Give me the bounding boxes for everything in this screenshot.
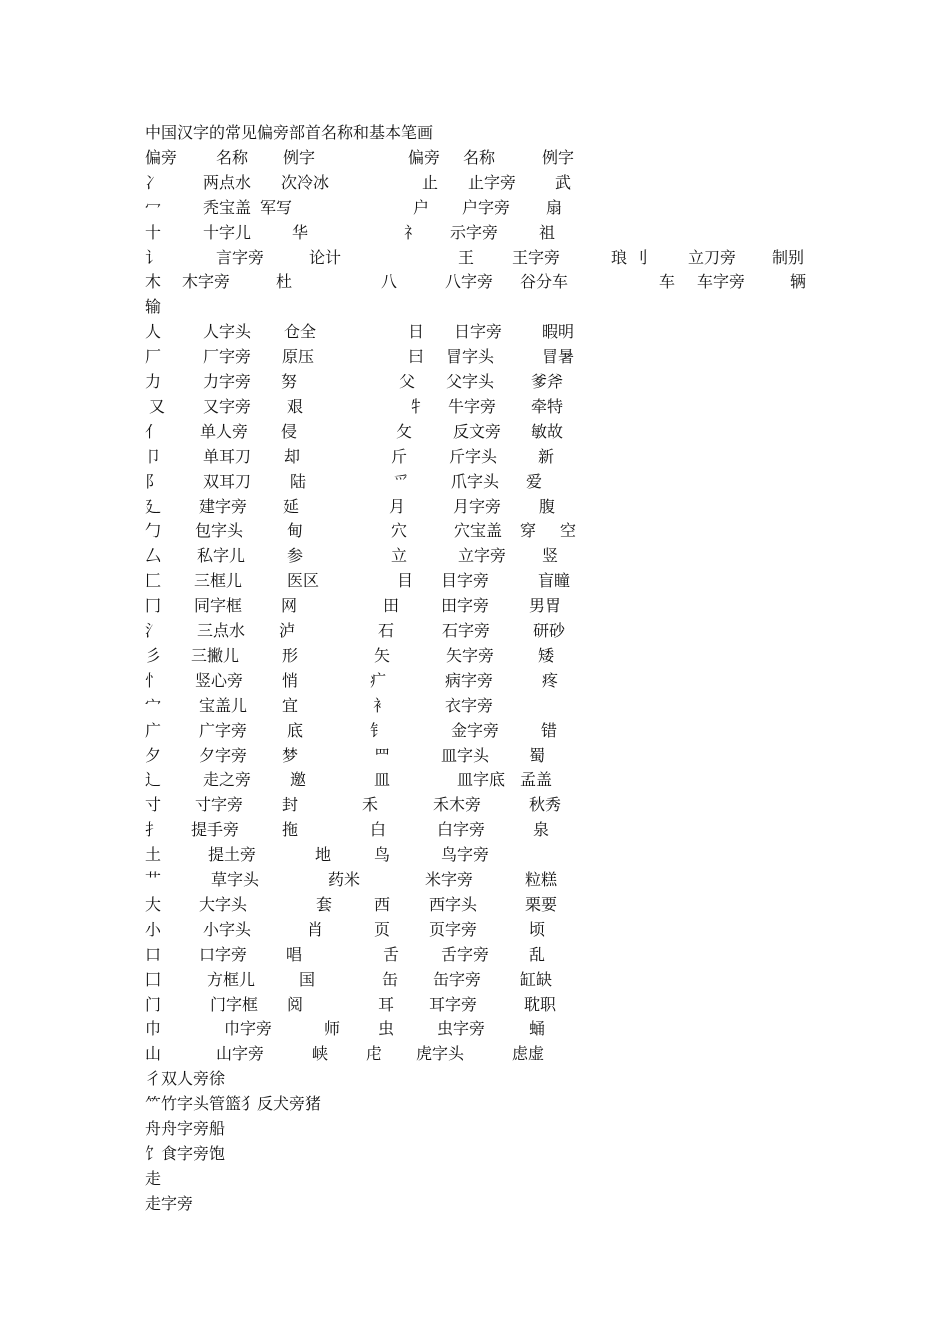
text-line bbox=[0, 696, 950, 721]
text-line bbox=[0, 223, 950, 248]
text-line bbox=[0, 895, 950, 920]
text-cell: 建字旁 bbox=[199, 496, 248, 516]
text-cell: 肖 bbox=[307, 919, 324, 939]
text-cell: 制别 bbox=[772, 247, 805, 267]
text-cell: 空 bbox=[560, 521, 577, 541]
text-cell: 次冷冰 bbox=[281, 172, 330, 192]
text-cell: 户 bbox=[413, 197, 430, 217]
text-cell: 小 bbox=[145, 919, 162, 939]
text-cell: 夕字旁 bbox=[199, 745, 248, 765]
text-cell: 琅 刂 bbox=[611, 247, 649, 267]
text-cell: 门字框 bbox=[210, 994, 259, 1014]
text-cell: 口 bbox=[145, 944, 162, 964]
text-cell: 亻 bbox=[145, 421, 162, 441]
text-cell: 鸟字旁 bbox=[441, 845, 490, 865]
text-line bbox=[0, 621, 950, 646]
text-cell: 偏旁 bbox=[408, 147, 441, 167]
text-line bbox=[0, 1094, 950, 1119]
text-cell: 参 bbox=[287, 546, 304, 566]
text-cell: 巾 bbox=[145, 1019, 162, 1039]
text-cell: 偏旁 bbox=[145, 147, 178, 167]
text-cell: 底 bbox=[287, 720, 304, 740]
text-line bbox=[0, 1069, 950, 1094]
text-cell: 目字旁 bbox=[441, 571, 490, 591]
text-line bbox=[0, 1119, 950, 1144]
text-cell: 言字旁 bbox=[216, 247, 265, 267]
text-line bbox=[0, 447, 950, 472]
text-cell: ⺮竹字头管篮犭反犬旁猪 bbox=[145, 1094, 322, 1114]
text-cell: 耳 bbox=[378, 994, 395, 1014]
text-cell: 石 bbox=[378, 621, 395, 640]
text-cell: 寸字旁 bbox=[195, 795, 244, 815]
text-line bbox=[0, 820, 950, 845]
text-cell: 套 bbox=[316, 894, 333, 914]
text-cell: 立刀旁 bbox=[688, 247, 737, 267]
text-cell: 错 bbox=[541, 720, 558, 740]
text-cell: 矮 bbox=[538, 645, 555, 665]
text-cell: 户字旁 bbox=[462, 197, 511, 217]
text-cell: 泉 bbox=[533, 820, 550, 840]
text-cell: 人 bbox=[145, 322, 162, 342]
text-cell: 又 bbox=[149, 396, 166, 416]
text-cell: 阝 bbox=[145, 471, 162, 491]
text-cell: 竖心旁 bbox=[195, 670, 244, 690]
text-cell: 页 bbox=[374, 919, 391, 939]
text-cell: 讠 bbox=[145, 247, 162, 267]
text-cell: 厂字旁 bbox=[203, 347, 252, 367]
text-cell: 艹 bbox=[145, 870, 162, 889]
text-cell: 耳字旁 bbox=[429, 994, 478, 1014]
text-line bbox=[0, 248, 950, 273]
text-cell: 月 bbox=[389, 496, 406, 516]
text-cell: 例字 bbox=[283, 147, 316, 167]
text-cell: 方框儿 bbox=[207, 969, 256, 989]
text-cell: 医区 bbox=[287, 571, 320, 591]
text-line bbox=[0, 995, 950, 1020]
text-line bbox=[0, 845, 950, 870]
text-cell: 饣食字旁饱 bbox=[145, 1143, 226, 1163]
text-cell: 曰 bbox=[408, 347, 425, 367]
text-cell: 竖 bbox=[542, 546, 559, 566]
text-cell: 泸 bbox=[279, 621, 296, 640]
text-cell: 艰 bbox=[287, 396, 304, 416]
text-line bbox=[0, 746, 950, 771]
text-cell: 阅 bbox=[287, 994, 304, 1014]
text-cell: 男胃 bbox=[529, 596, 562, 616]
text-cell: 虎字头 bbox=[416, 1044, 465, 1064]
text-cell: 努 bbox=[281, 372, 298, 391]
text-line bbox=[0, 297, 950, 322]
text-cell: 走 bbox=[145, 1168, 162, 1188]
text-cell: 门 bbox=[145, 994, 162, 1014]
text-cell: 口字旁 bbox=[199, 944, 248, 964]
text-line bbox=[0, 1194, 950, 1219]
text-cell: 悄 bbox=[282, 670, 299, 690]
text-line bbox=[0, 596, 950, 621]
text-cell: 山字旁 bbox=[216, 1044, 265, 1064]
text-cell: 名称 bbox=[463, 147, 496, 167]
text-cell: 矢 bbox=[374, 645, 391, 665]
text-cell: 辆 bbox=[790, 272, 807, 292]
text-cell: 走之旁 bbox=[203, 770, 252, 790]
text-cell: 礻 bbox=[404, 222, 421, 242]
text-cell: 同字框 bbox=[194, 596, 243, 616]
text-cell: 原压 bbox=[282, 347, 315, 367]
text-cell: 父 bbox=[399, 372, 416, 391]
text-line bbox=[0, 148, 950, 173]
text-cell: 十 bbox=[145, 222, 162, 242]
text-cell: 止字旁 bbox=[468, 172, 517, 192]
text-cell: 大字头 bbox=[199, 894, 248, 914]
text-cell: 牵特 bbox=[531, 396, 564, 416]
text-cell: 梦 bbox=[282, 745, 299, 765]
text-cell: 舌 bbox=[383, 944, 400, 964]
text-cell: 国 bbox=[299, 969, 316, 989]
text-line bbox=[0, 372, 950, 397]
text-line bbox=[0, 322, 950, 347]
text-cell: 扇 bbox=[546, 197, 563, 217]
text-cell: 牛字旁 bbox=[448, 396, 497, 416]
text-cell: 西 bbox=[374, 894, 391, 914]
text-cell: 唱 bbox=[286, 944, 303, 964]
text-line bbox=[0, 1019, 950, 1044]
text-cell: 单耳刀 bbox=[203, 446, 252, 466]
text-cell: 冖 bbox=[145, 197, 162, 217]
text-cell: 穴 bbox=[391, 521, 408, 541]
text-cell: 衤 bbox=[373, 695, 390, 715]
text-cell: 王字旁 bbox=[512, 247, 561, 267]
text-cell: 名称 bbox=[216, 147, 249, 167]
text-cell: 缶 bbox=[382, 969, 399, 989]
text-cell: 冂 bbox=[145, 596, 162, 616]
text-cell: 地 bbox=[315, 845, 332, 865]
text-cell: 三点水 bbox=[197, 621, 246, 640]
text-cell: 米字旁 bbox=[425, 870, 474, 889]
text-cell: 却 bbox=[284, 446, 301, 466]
text-cell: 秋秀 bbox=[529, 795, 562, 815]
text-cell: 又字旁 bbox=[203, 396, 252, 416]
text-cell: 立字旁 bbox=[458, 546, 507, 566]
text-cell: 军写 bbox=[260, 197, 293, 217]
text-cell: 走字旁 bbox=[145, 1193, 194, 1213]
text-cell: 皿字底 bbox=[457, 770, 506, 790]
text-cell: 药米 bbox=[328, 870, 361, 889]
text-cell: 矢字旁 bbox=[446, 645, 495, 665]
text-cell: 耽职 bbox=[524, 994, 557, 1014]
text-cell: 广 bbox=[145, 720, 162, 740]
text-cell: 木字旁 bbox=[182, 272, 231, 292]
text-cell: 栗要 bbox=[525, 894, 558, 914]
text-cell: 提土旁 bbox=[208, 845, 257, 865]
text-cell: 冒暑 bbox=[542, 347, 575, 367]
text-cell: 秃宝盖 bbox=[203, 197, 252, 217]
text-cell: 力 bbox=[145, 372, 162, 391]
text-line bbox=[0, 920, 950, 945]
text-cell: 示字旁 bbox=[450, 222, 499, 242]
text-cell: 广字旁 bbox=[199, 720, 248, 740]
text-line bbox=[0, 945, 950, 970]
text-line bbox=[0, 770, 950, 795]
text-line bbox=[0, 497, 950, 522]
text-cell: 彡 bbox=[145, 645, 162, 665]
text-line bbox=[0, 472, 950, 497]
text-line bbox=[0, 870, 950, 895]
text-cell: 提手旁 bbox=[191, 820, 240, 840]
text-cell: 侵 bbox=[281, 421, 298, 441]
text-cell: 邀 bbox=[290, 770, 307, 790]
text-cell: 暇明 bbox=[542, 322, 575, 342]
text-cell: 陆 bbox=[290, 471, 307, 491]
text-cell: 蛹 bbox=[529, 1019, 546, 1039]
text-cell: 钅 bbox=[370, 720, 387, 740]
text-cell: 缸缺 bbox=[520, 969, 553, 989]
text-cell: 敏故 bbox=[531, 421, 564, 441]
text-cell: 病字旁 bbox=[445, 670, 494, 690]
text-cell: 厶 bbox=[145, 546, 162, 566]
text-cell: 爱 bbox=[526, 471, 543, 491]
text-cell: 皿 bbox=[374, 770, 391, 790]
text-cell: 小字头 bbox=[203, 919, 252, 939]
text-cell: 谷分车 bbox=[520, 272, 569, 292]
text-cell: 力字旁 bbox=[203, 372, 252, 391]
text-line bbox=[0, 795, 950, 820]
text-cell: 师 bbox=[324, 1019, 341, 1039]
text-cell: 三撇儿 bbox=[191, 645, 240, 665]
text-line bbox=[0, 671, 950, 696]
text-line bbox=[0, 272, 950, 297]
text-cell: 车字旁 bbox=[697, 272, 746, 292]
text-line bbox=[0, 646, 950, 671]
text-cell: 宀 bbox=[145, 695, 162, 715]
text-cell: 穿 bbox=[520, 521, 537, 541]
text-line bbox=[0, 173, 950, 198]
text-cell: 形 bbox=[282, 645, 299, 665]
text-line bbox=[0, 970, 950, 995]
text-cell: 缶字旁 bbox=[433, 969, 482, 989]
text-cell: 爹斧 bbox=[531, 372, 564, 391]
text-cell: 田 bbox=[383, 596, 400, 616]
text-line bbox=[0, 571, 950, 596]
text-cell: 论计 bbox=[309, 247, 342, 267]
text-cell: 日 bbox=[408, 322, 425, 342]
text-cell: 双耳刀 bbox=[203, 471, 252, 491]
text-cell: 山 bbox=[145, 1044, 162, 1064]
text-cell: 匚 bbox=[145, 571, 162, 591]
text-cell: 父字头 bbox=[446, 372, 495, 391]
text-cell: 辶 bbox=[145, 770, 162, 790]
text-cell: 宝盖儿 bbox=[199, 695, 248, 715]
text-cell: 舟舟字旁船 bbox=[145, 1119, 226, 1138]
text-cell: 木 bbox=[145, 272, 162, 292]
text-cell: 新 bbox=[538, 446, 555, 466]
text-cell: 舌字旁 bbox=[441, 944, 490, 964]
text-line bbox=[0, 1144, 950, 1169]
text-cell: 包字头 bbox=[195, 521, 244, 541]
text-cell: 页字旁 bbox=[429, 919, 478, 939]
text-cell: 粒糕 bbox=[525, 870, 558, 889]
text-cell: 仓全 bbox=[284, 322, 317, 342]
text-line bbox=[0, 347, 950, 372]
text-cell: 孟盖 bbox=[520, 770, 553, 790]
text-cell: 网 bbox=[281, 596, 298, 616]
text-cell: 乱 bbox=[529, 944, 546, 964]
text-cell: 牜 bbox=[408, 396, 425, 416]
text-cell: 田字旁 bbox=[441, 596, 490, 616]
text-cell: 禾 bbox=[362, 795, 379, 815]
text-line bbox=[0, 422, 950, 447]
text-cell: 罒 bbox=[374, 745, 391, 765]
text-cell: 冫 bbox=[145, 172, 162, 192]
text-cell: 蜀 bbox=[529, 745, 546, 765]
text-line bbox=[0, 1044, 950, 1069]
text-cell: 扌 bbox=[145, 820, 162, 840]
text-cell: 八 bbox=[381, 272, 398, 292]
text-cell: 杜 bbox=[276, 272, 293, 292]
text-cell: 人字头 bbox=[203, 322, 252, 342]
text-cell: 顷 bbox=[529, 919, 546, 939]
text-cell: 爪字头 bbox=[451, 471, 500, 491]
text-cell: 单人旁 bbox=[200, 421, 249, 441]
text-cell: 疼 bbox=[542, 670, 559, 690]
text-cell: 中国汉字的常见偏旁部首名称和基本笔画 bbox=[145, 123, 434, 142]
text-cell: 巾字旁 bbox=[224, 1019, 273, 1039]
text-cell: 西字头 bbox=[429, 894, 478, 914]
text-cell: 白 bbox=[370, 820, 387, 840]
text-cell: 峡 bbox=[312, 1044, 329, 1064]
text-cell: 宜 bbox=[282, 695, 299, 715]
text-cell: 虫字旁 bbox=[437, 1019, 486, 1039]
text-cell: 穴宝盖 bbox=[454, 521, 503, 541]
text-line bbox=[0, 521, 950, 546]
text-cell: 目 bbox=[397, 571, 414, 591]
text-cell: 大 bbox=[145, 894, 162, 914]
text-line bbox=[0, 546, 950, 571]
text-cell: 车 bbox=[659, 272, 676, 292]
text-cell: 祖 bbox=[539, 222, 556, 242]
text-cell: 盲瞳 bbox=[538, 571, 571, 591]
text-cell: 月字旁 bbox=[453, 496, 502, 516]
text-cell: 寸 bbox=[145, 795, 162, 815]
text-cell: 囗 bbox=[145, 969, 162, 989]
text-cell: 爫 bbox=[393, 471, 410, 491]
text-cell: 虫 bbox=[378, 1019, 395, 1039]
text-cell: 私字儿 bbox=[197, 546, 246, 566]
text-cell: 王 bbox=[458, 247, 475, 267]
text-cell: 十字儿 bbox=[203, 222, 252, 242]
text-cell: 例字 bbox=[542, 147, 575, 167]
text-line bbox=[0, 721, 950, 746]
text-cell: 延 bbox=[283, 496, 300, 516]
text-cell: 鸟 bbox=[374, 845, 391, 865]
text-cell: 斤字头 bbox=[449, 446, 498, 466]
text-cell: 衣字旁 bbox=[445, 695, 494, 715]
text-cell: 日字旁 bbox=[454, 322, 503, 342]
text-cell: 三框儿 bbox=[194, 571, 243, 591]
text-cell: 卩 bbox=[145, 446, 162, 466]
text-line bbox=[0, 198, 950, 223]
text-cell: 输 bbox=[145, 297, 162, 317]
text-cell: 廴 bbox=[145, 496, 162, 516]
text-cell: 疒 bbox=[370, 670, 387, 690]
text-cell: 忄 bbox=[145, 670, 162, 690]
text-cell: 草字头 bbox=[211, 870, 260, 889]
text-cell: 禾木旁 bbox=[433, 795, 482, 815]
text-cell: 拖 bbox=[282, 820, 299, 840]
text-cell: 攵 bbox=[396, 421, 413, 441]
text-cell: 虍 bbox=[366, 1044, 383, 1064]
text-cell: 斤 bbox=[391, 446, 408, 466]
text-cell: 冒字头 bbox=[446, 347, 495, 367]
text-cell: 腹 bbox=[539, 496, 556, 516]
text-cell: 皿字头 bbox=[441, 745, 490, 765]
text-cell: 反文旁 bbox=[453, 421, 502, 441]
text-cell: 土 bbox=[145, 845, 162, 865]
text-cell: 甸 bbox=[287, 521, 304, 541]
text-cell: 夕 bbox=[145, 745, 162, 765]
text-cell: 白字旁 bbox=[437, 820, 486, 840]
text-cell: 研砂 bbox=[533, 621, 566, 640]
text-cell: 石字旁 bbox=[442, 621, 491, 640]
text-cell: 止 bbox=[422, 172, 439, 192]
text-cell: 武 bbox=[555, 172, 572, 192]
text-cell: 两点水 bbox=[203, 172, 252, 192]
text-cell: 八字旁 bbox=[445, 272, 494, 292]
text-cell: 立 bbox=[391, 546, 408, 566]
text-cell: 勹 bbox=[145, 521, 162, 541]
text-line bbox=[0, 397, 950, 422]
text-cell: 金字旁 bbox=[451, 720, 500, 740]
text-line bbox=[0, 1169, 950, 1194]
text-line bbox=[0, 123, 950, 148]
text-cell: 华 bbox=[292, 222, 309, 242]
text-cell: 氵 bbox=[145, 621, 162, 640]
text-cell: 封 bbox=[282, 795, 299, 815]
text-cell: 厂 bbox=[145, 347, 162, 367]
text-cell: 虑虚 bbox=[512, 1044, 545, 1064]
text-cell: 彳双人旁徐 bbox=[145, 1069, 226, 1089]
